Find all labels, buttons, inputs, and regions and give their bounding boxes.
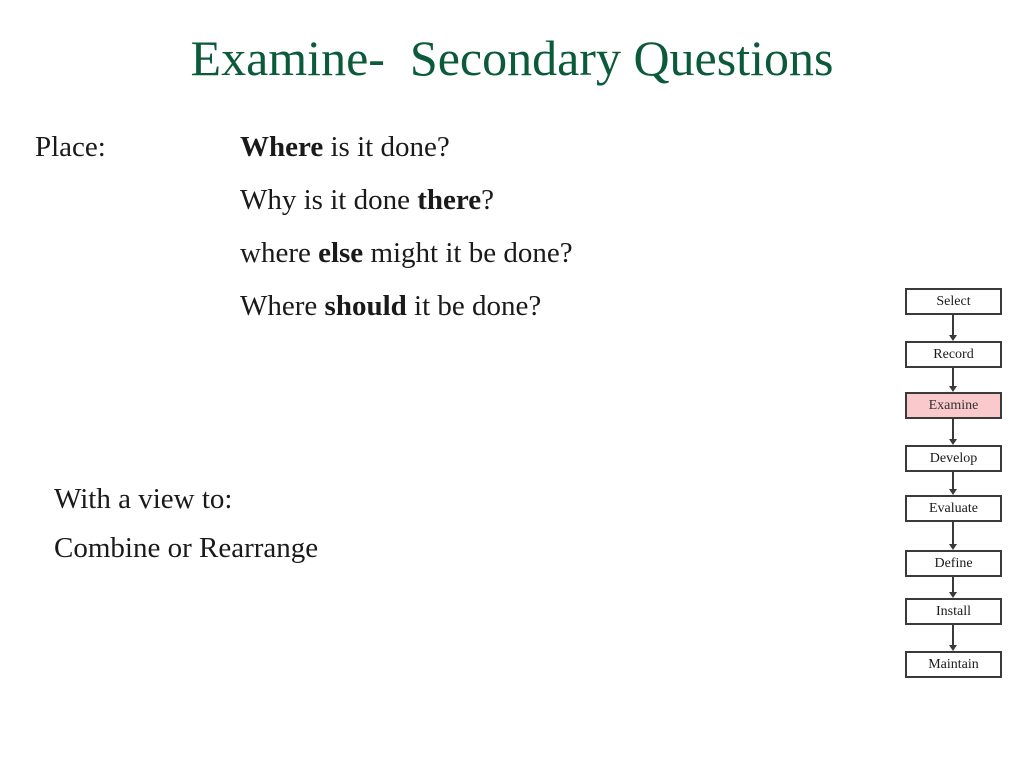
view-heading: With a view to: bbox=[54, 483, 233, 515]
flow-step-examine: Examine bbox=[905, 392, 1002, 419]
question-line: Where should it be done? bbox=[240, 290, 542, 322]
flow-step-evaluate: Evaluate bbox=[905, 495, 1002, 522]
flow-step-record: Record bbox=[905, 341, 1002, 368]
flow-connector bbox=[952, 419, 954, 440]
flow-step-develop: Develop bbox=[905, 445, 1002, 472]
flow-step-select: Select bbox=[905, 288, 1002, 315]
question-line: Why is it done there? bbox=[240, 184, 494, 216]
flow-step-install: Install bbox=[905, 598, 1002, 625]
slide-title: Examine- Secondary Questions bbox=[190, 30, 834, 86]
flow-step-maintain: Maintain bbox=[905, 651, 1002, 678]
flow-connector bbox=[952, 368, 954, 387]
flow-connector bbox=[952, 472, 954, 490]
question-emphasis: Where bbox=[240, 131, 324, 163]
method-flowchart bbox=[905, 288, 1002, 680]
question-line: where else might it be done? bbox=[240, 237, 573, 269]
question-emphasis: there bbox=[417, 184, 482, 216]
place-label: Place: bbox=[35, 131, 106, 163]
question-emphasis: else bbox=[318, 237, 364, 269]
flow-connector bbox=[952, 522, 954, 545]
flow-connector bbox=[952, 625, 954, 646]
flow-connector bbox=[952, 577, 954, 593]
view-goal: Combine or Rearrange bbox=[54, 532, 319, 564]
question-line: Where is it done? bbox=[240, 131, 450, 163]
question-emphasis: should bbox=[324, 290, 407, 322]
flow-step-define: Define bbox=[905, 550, 1002, 577]
flow-connector bbox=[952, 315, 954, 336]
